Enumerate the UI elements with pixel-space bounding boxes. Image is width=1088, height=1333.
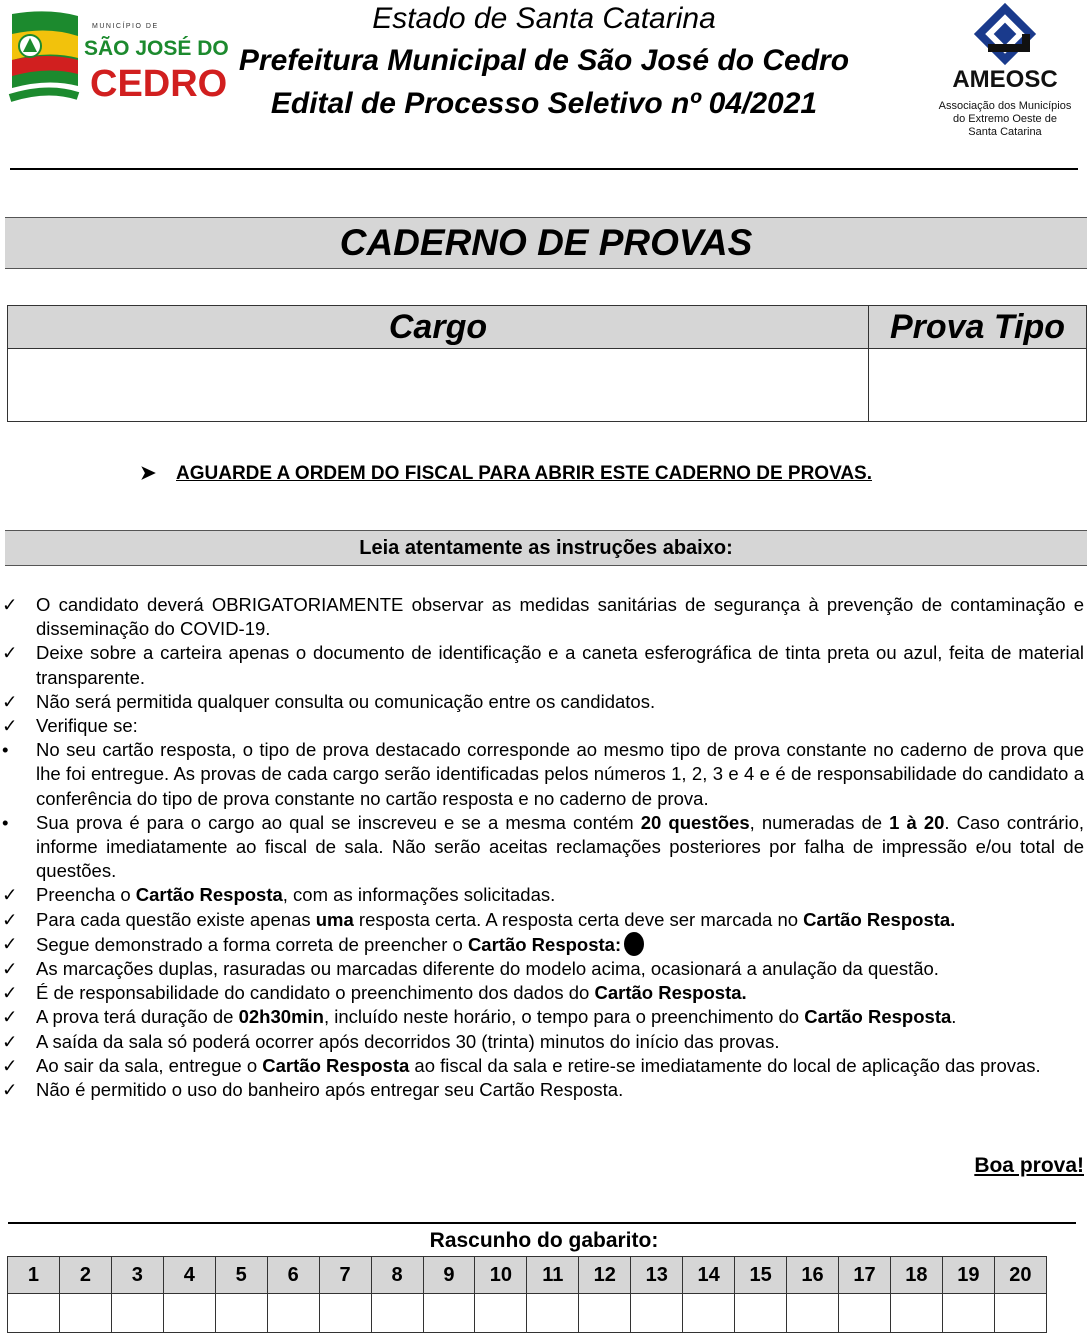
checkmark-icon: ✓ [2,715,18,737]
instruction-bold-text: Cartão Resposta. [803,908,956,930]
answer-cell[interactable] [163,1294,215,1333]
instruction-bold-text: 20 questões [640,811,750,833]
rascunho-title: Rascunho do gabarito: [429,1229,659,1252]
question-number: 7 [319,1257,371,1294]
instruction-text: As marcações duplas, rasuradas ou marcadas diferente do modelo acima, ocasionará a anulação da questão. [36,958,939,980]
answer-cell[interactable] [890,1294,942,1333]
instruction-bold-text: 1 à 20 [889,811,945,833]
instruction-item [0,957,1084,981]
instruction-text: Deixe sobre a carteira apenas o documento de identificação e a caneta esferográfica de tinta preta ou azul, feita de material transparente. [36,642,1084,688]
question-number: 11 [527,1257,579,1294]
question-number: 6 [267,1257,319,1294]
instruction-bold-text: Cartão Resposta: [467,933,622,955]
answer-cell[interactable] [683,1294,735,1333]
bullet-icon: • [2,739,9,761]
answer-cell[interactable] [527,1294,579,1333]
answer-cell[interactable] [423,1294,475,1333]
instruction-text: resposta certa. A resposta certa deve ser marcada no [353,908,804,930]
question-number: 9 [423,1257,475,1294]
answer-cell[interactable] [267,1294,319,1333]
instruction-text: , com as informações solicitadas. [282,884,556,906]
instruction-text: O candidato deverá OBRIGATORIAMENTE observar as medidas sanitárias de segurança à prevenção de contaminação e disseminação do COVID-19. [36,594,1084,640]
ameosc-logo [930,4,1080,142]
checkmark-icon: ✓ [2,932,18,954]
question-number: 13 [631,1257,683,1294]
instruction-text: , incluído neste horário, o tempo para o preenchimento do [323,1006,805,1028]
answer-cell[interactable] [579,1294,631,1333]
logo-small-text: MUNICÍPIO DE [92,23,159,30]
instruction-item [0,1078,1084,1102]
instruction-text: A saída da sala só poderá ocorrer após decorridos 30 (trinta) minutos do início das provas. [36,1030,780,1052]
filled-bubble-icon [624,932,644,956]
question-number: 2 [59,1257,111,1294]
answer-cell[interactable] [111,1294,163,1333]
ameosc-name: AMEOSC [952,66,1058,93]
checkmark-icon: ✓ [2,1079,18,1101]
instruction-bold-text: Cartão Resposta. [594,982,747,1004]
instruction-text: Preencha o [36,884,136,906]
logo-line1: SÃO JOSÉ DO [84,37,229,60]
answer-cell[interactable] [475,1294,527,1333]
instruction-item [0,690,1084,714]
notice-text: AGUARDE A ORDEM DO FISCAL PARA ABRIR ESTE CADERNO DE PROVAS. [176,463,873,484]
instruction-text: . [951,1006,957,1028]
checkmark-icon: ✓ [2,1054,18,1076]
instruction-bold-text: uma [315,908,354,930]
answer-cell[interactable] [631,1294,683,1333]
header-edital: Edital de Processo Seletivo nº 04/2021 [270,87,818,120]
instruction-text: Segue demonstrado a forma correta de preencher o [36,933,468,955]
instruction-item [0,593,1084,641]
instruction-text: , numeradas de [749,811,890,833]
instruction-item [0,932,1084,957]
instruction-text: Não será permitida qualquer consulta ou comunicação entre os candidatos. [36,690,656,712]
instruction-bold-text: Cartão Resposta [262,1054,410,1076]
answer-grid [7,1256,1047,1333]
arrow-icon: ➤ [140,463,156,484]
instruction-text: Para cada questão existe apenas [36,908,316,930]
instructions-list [0,593,1084,1102]
question-number: 4 [163,1257,215,1294]
question-number: 3 [111,1257,163,1294]
checkmark-icon: ✓ [2,884,18,906]
checkmark-icon: ✓ [2,1030,18,1052]
bullet-icon: • [2,811,9,833]
instruction-bold-text: Cartão Resposta [804,1006,952,1028]
instruction-bold-text: Cartão Resposta [135,884,283,906]
answer-cell[interactable] [371,1294,423,1333]
question-number: 15 [735,1257,787,1294]
instruction-item [0,1054,1084,1078]
checkmark-icon: ✓ [2,1006,18,1028]
question-number: 12 [579,1257,631,1294]
cargo-field[interactable] [8,349,869,422]
answer-cell[interactable] [735,1294,787,1333]
instruction-text: . Caso contrário, informe imediatamente ao fiscal de sala. Não serão aceitas reclamações posteriores por falha de impressão e/ou total de questões. [36,811,1084,882]
header-divider [10,168,1078,170]
question-number: 18 [890,1257,942,1294]
prova-tipo-header: Prova Tipo [869,306,1087,349]
instruction-item [0,981,1084,1005]
ameosc-line1: Associação dos Municípios [938,100,1072,112]
logo-line2: CEDRO [90,63,228,105]
prova-tipo-field[interactable] [869,349,1087,422]
answer-cell[interactable] [839,1294,891,1333]
question-number: 5 [215,1257,267,1294]
question-number: 14 [683,1257,735,1294]
answer-cell[interactable] [942,1294,994,1333]
instruction-text: No seu cartão resposta, o tipo de prova destacado corresponde ao mesmo tipo de prova constante no caderno de prova que lhe foi entregue. As provas de cada cargo serão identificadas pelos números 1, 2, 3 e 4 e é de responsabilidade do candidato a conferência do tipo de prova constante no cartão resposta e no caderno de prova. [36,739,1084,809]
answer-cell[interactable] [319,1294,371,1333]
header-prefeitura: Prefeitura Municipal de São José do Cedro [238,44,850,77]
instruction-item [0,738,1084,811]
ameosc-line2: do Extremo Oeste de [953,113,1057,125]
question-number: 10 [475,1257,527,1294]
instruction-bold-text: 02h30min [238,1006,324,1028]
instruction-text: Sua prova é para o cargo ao qual se inscreveu e se a mesma contém [36,811,641,833]
instruction-item [0,641,1084,689]
instruction-text: Verifique se: [36,715,138,737]
answer-cell[interactable] [59,1294,111,1333]
cargo-table [7,305,1087,422]
answer-cell[interactable] [8,1294,60,1333]
instruction-text: Não é permitido o uso do banheiro após entregar seu Cartão Resposta. [36,1079,624,1101]
instruction-item [0,883,1084,907]
checkmark-icon: ✓ [2,958,18,980]
checkmark-icon: ✓ [2,908,18,930]
question-number: 19 [942,1257,994,1294]
instruction-item [0,714,1084,738]
instruction-text: ao fiscal da sala e retire-se imediatamente do local de aplicação das provas. [409,1054,1041,1076]
checkmark-icon: ✓ [2,690,18,712]
instruction-item [0,811,1084,884]
instruction-text: Ao sair da sala, entregue o [36,1054,263,1076]
closing-text: Boa prova! [974,1154,1084,1177]
answer-cell[interactable] [787,1294,839,1333]
instruction-item [0,908,1084,932]
instructions-title: Leia atentamente as instruções abaixo: [5,530,1087,566]
question-number: 17 [839,1257,891,1294]
footer-divider [8,1222,1076,1224]
question-number: 8 [371,1257,423,1294]
question-number: 16 [787,1257,839,1294]
checkmark-icon: ✓ [2,982,18,1004]
checkmark-icon: ✓ [2,594,18,615]
answer-cell[interactable] [215,1294,267,1333]
answer-cell[interactable] [994,1294,1046,1333]
checkmark-icon: ✓ [2,642,18,664]
notice [140,462,872,485]
question-number: 1 [8,1257,60,1294]
ameosc-line3: Santa Catarina [968,126,1042,138]
instruction-text: A prova terá duração de [36,1006,239,1028]
header-state: Estado de Santa Catarina [372,2,716,35]
instruction-item [0,1030,1084,1054]
instruction-item [0,1005,1084,1029]
instruction-text: É de responsabilidade do candidato o preenchimento dos dados do [36,982,595,1004]
question-number: 20 [994,1257,1046,1294]
cargo-header: Cargo [8,306,869,349]
page-title: CADERNO DE PROVAS [5,217,1087,269]
